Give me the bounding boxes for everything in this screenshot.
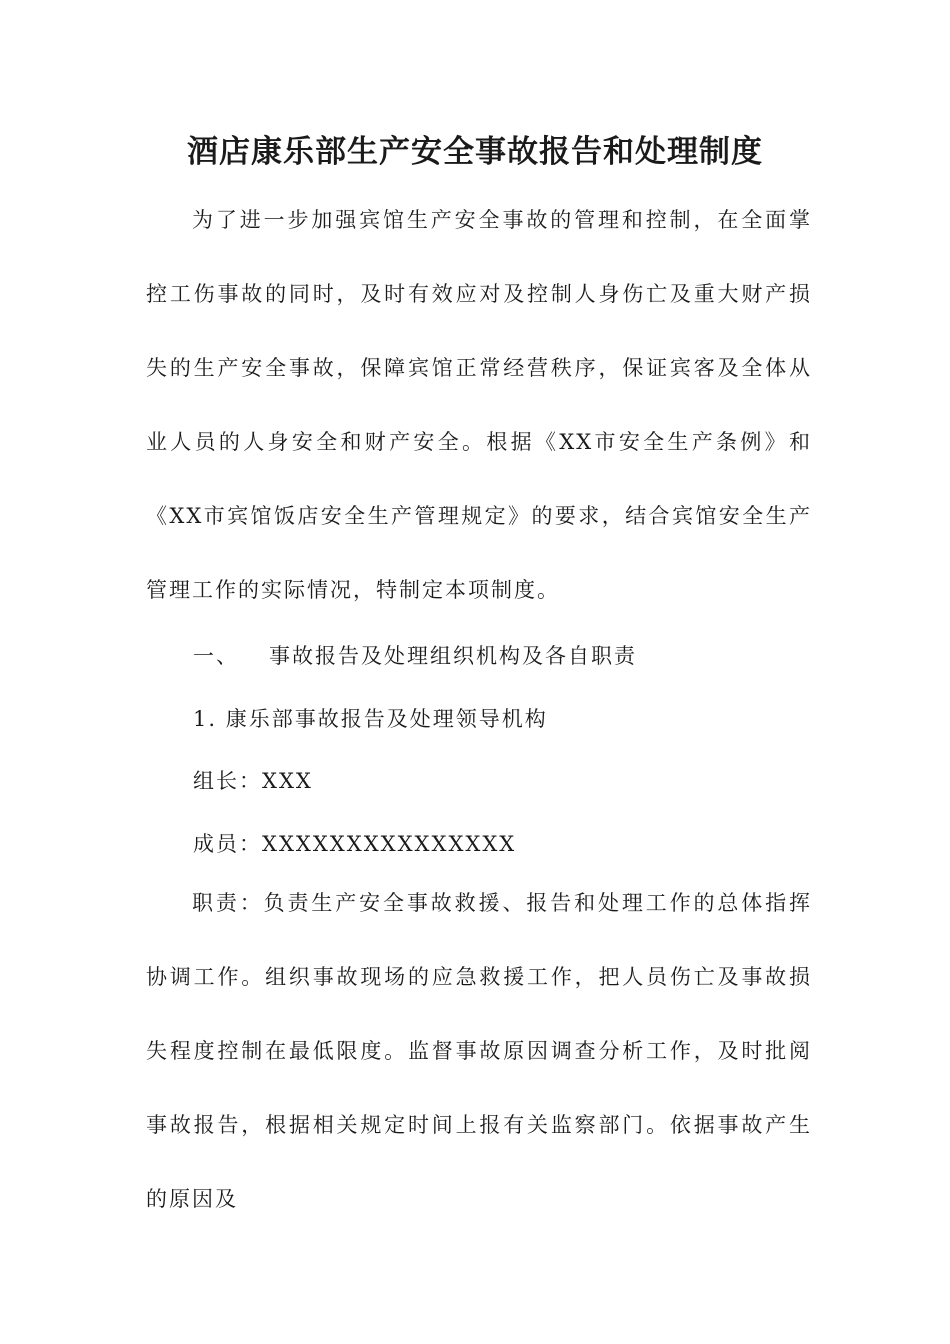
section-heading-text: 事故报告及处理组织机构及各自职责: [269, 644, 637, 668]
members-line: 成员：XXXXXXXXXXXXXXX: [193, 832, 517, 856]
section-number: 一、: [193, 644, 239, 668]
section-heading: [193, 636, 637, 676]
leader-line: 组长：XXX: [193, 769, 313, 793]
document-title: 酒店康乐部生产安全事故报告和处理制度: [187, 134, 763, 170]
intro-paragraph: 为了进一步加强宾馆生产安全事故的管理和控制，在全面掌控工伤事故的同时，及时有效应对及控制人身伤亡及重大财产损失的生产安全事故，保障宾馆正常经营秩序，保证宾客及全体从业人员的人身安全和财产安全。根据《XX市安全生产条例》和《XX市宾馆饭店安全生产管理规定》的要求，结合宾馆安全生产管理工作的实际情况，特制定本项制度。: [146, 208, 812, 602]
subsection-heading: 1. 康乐部事故报告及处理领导机构: [193, 707, 548, 731]
duties-paragraph: 职责：负责生产安全事故救援、报告和处理工作的总体指挥协调工作。组织事故现场的应急救援工作，把人员伤亡及事故损失程度控制在最低限度。监督事故原因调查分析工作，及时批阅事故报告，根据相关规定时间上报有关监察部门。依据事故产生的原因及: [146, 891, 812, 1211]
